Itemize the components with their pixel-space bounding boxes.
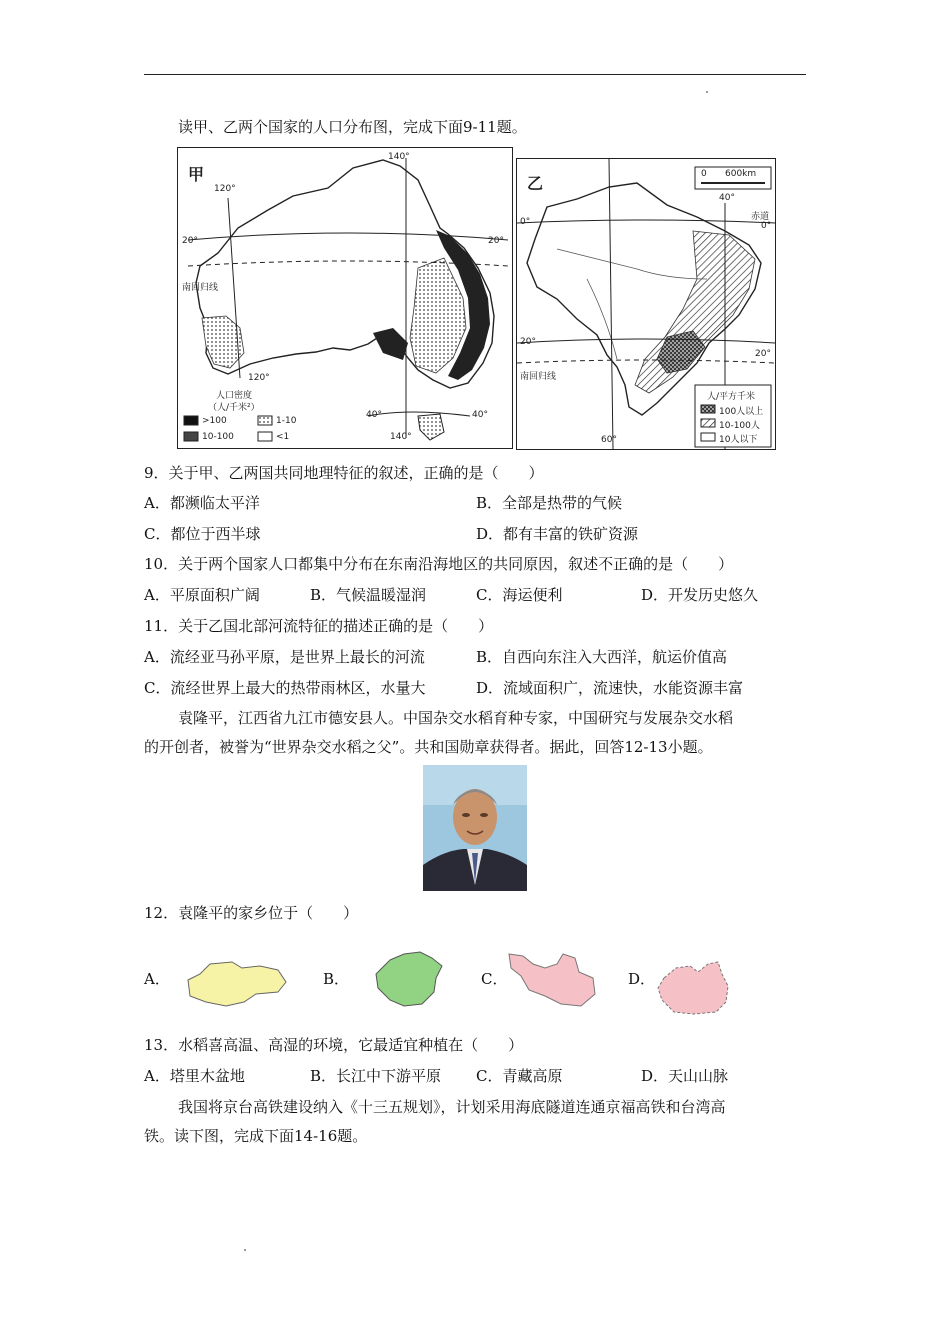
lat-40-right-label: 40° [472, 410, 488, 420]
legend-title: 人/平方千米 [707, 392, 756, 402]
map-yi-label: 乙 [527, 174, 544, 193]
intro-9-11: 读甲、乙两个国家的人口分布图，完成下面9-11题。 [178, 118, 527, 136]
q10-option-b: B．气候温暖湿润 [310, 586, 427, 604]
q10-option-a: A．平原面积广阔 [144, 586, 260, 604]
portrait-photo [423, 765, 527, 891]
q11-option-d: D．流域面积广，流速快，水能资源丰富 [476, 679, 744, 697]
legend-item: 1-10 [276, 416, 297, 426]
q9-option-d: D．都有丰富的铁矿资源 [476, 525, 639, 543]
scale-600-label: 600km [725, 169, 757, 179]
tropic-label: 南回归线 [182, 283, 219, 293]
legend-title-1: 人口密度 [216, 391, 253, 401]
speck [706, 91, 708, 93]
intro-12-13-line1: 袁隆平，江西省九江市德安县人。中国杂交水稻育种专家，中国研究与发展杂交水稻 [178, 709, 734, 727]
scale-0-label: 0 [701, 169, 707, 179]
q13-option-d: D．天山山脉 [641, 1067, 729, 1085]
lat-20-left-label: 20° [520, 337, 536, 347]
q12-option-d-label: D． [628, 970, 656, 988]
equator-label: 赤道 [751, 212, 770, 222]
map-yi [516, 158, 776, 450]
q10-option-c: C．海运便利 [476, 586, 563, 604]
q13-stem: 13．水稻喜高温、高湿的环境，它最适宜种植在（ ） [144, 1036, 524, 1054]
q12-option-c-label: C． [481, 970, 508, 988]
lat-40-left-label: 40° [366, 410, 382, 420]
lon-60-label: 60° [601, 435, 617, 445]
q12-option-a-label: A． [144, 970, 170, 988]
q12-option-b-label: B． [323, 970, 350, 988]
legend-item: 10人以下 [719, 435, 758, 445]
lat-0-right-label: 0° [761, 221, 772, 231]
lat-0-left-label: 0° [520, 217, 531, 227]
q12-stem: 12．袁隆平的家乡位于（ ） [144, 904, 359, 922]
lon-120-label: 120° [214, 184, 236, 194]
lon-140-label: 140° [388, 152, 410, 162]
speck [244, 1249, 246, 1251]
lon-140-bottom-label: 140° [390, 432, 412, 442]
legend-item: 10-100 [202, 432, 234, 442]
q9-option-c: C．都位于西半球 [144, 525, 261, 543]
intro-14-16-line2: 铁。读下图，完成下面14-16题。 [144, 1127, 368, 1145]
legend-item: <1 [276, 432, 290, 442]
lon-40-label: 40° [719, 193, 735, 203]
lat-20-right-label: 20° [755, 349, 771, 359]
header-rule [144, 74, 806, 75]
legend-item: 100人以上 [719, 407, 764, 417]
q10-stem: 10．关于两个国家人口都集中分布在东南沿海地区的共同原因，叙述不正确的是（ ） [144, 555, 734, 573]
q9-option-b: B．全部是热带的气候 [476, 494, 623, 512]
q12-option-c-province-map [505, 950, 599, 1010]
q9-stem: 9．关于甲、乙两国共同地理特征的叙述，正确的是（ ） [144, 464, 544, 482]
q13-option-a: A．塔里木盆地 [144, 1067, 245, 1085]
q13-option-c: C．青藏高原 [476, 1067, 563, 1085]
tasmania [418, 414, 444, 440]
q11-option-c: C．流经世界上最大的热带雨林区，水量大 [144, 679, 426, 697]
q12-option-a-province-map [182, 958, 290, 1010]
map-jia [177, 147, 513, 449]
lon-120-bottom-label: 120° [248, 373, 270, 383]
legend-item: 10-100人 [719, 421, 760, 431]
legend-title-2: （人/千米²） [208, 403, 260, 413]
legend-item: >100 [202, 416, 227, 426]
lat-20-right-label: 20° [488, 236, 504, 246]
q11-stem: 11．关于乙国北部河流特征的描述正确的是（ ） [144, 617, 494, 635]
q12-option-d-province-map [654, 958, 736, 1016]
tropic-label: 南回归线 [520, 372, 557, 382]
map-jia-label: 甲 [188, 165, 205, 184]
q12-option-b-province-map [370, 948, 448, 1010]
lat-20-left-label: 20° [182, 236, 198, 246]
q11-option-a: A．流经亚马孙平原，是世界上最长的河流 [144, 648, 425, 666]
q13-option-b: B．长江中下游平原 [310, 1067, 442, 1085]
q9-option-a: A．都濒临太平洋 [144, 494, 260, 512]
q11-option-b: B．自西向东注入大西洋，航运价值高 [476, 648, 728, 666]
q10-option-d: D．开发历史悠久 [641, 586, 759, 604]
intro-14-16-line1: 我国将京台高铁建设纳入《十三五规划》，计划采用海底隧道连通京福高铁和台湾高 [178, 1098, 726, 1116]
intro-12-13-line2: 的开创者，被誉为“世界杂交水稻之父”。共和国勋章获得者。据此，回答12-13小题。 [144, 738, 713, 756]
portrait-drawing [423, 765, 527, 891]
